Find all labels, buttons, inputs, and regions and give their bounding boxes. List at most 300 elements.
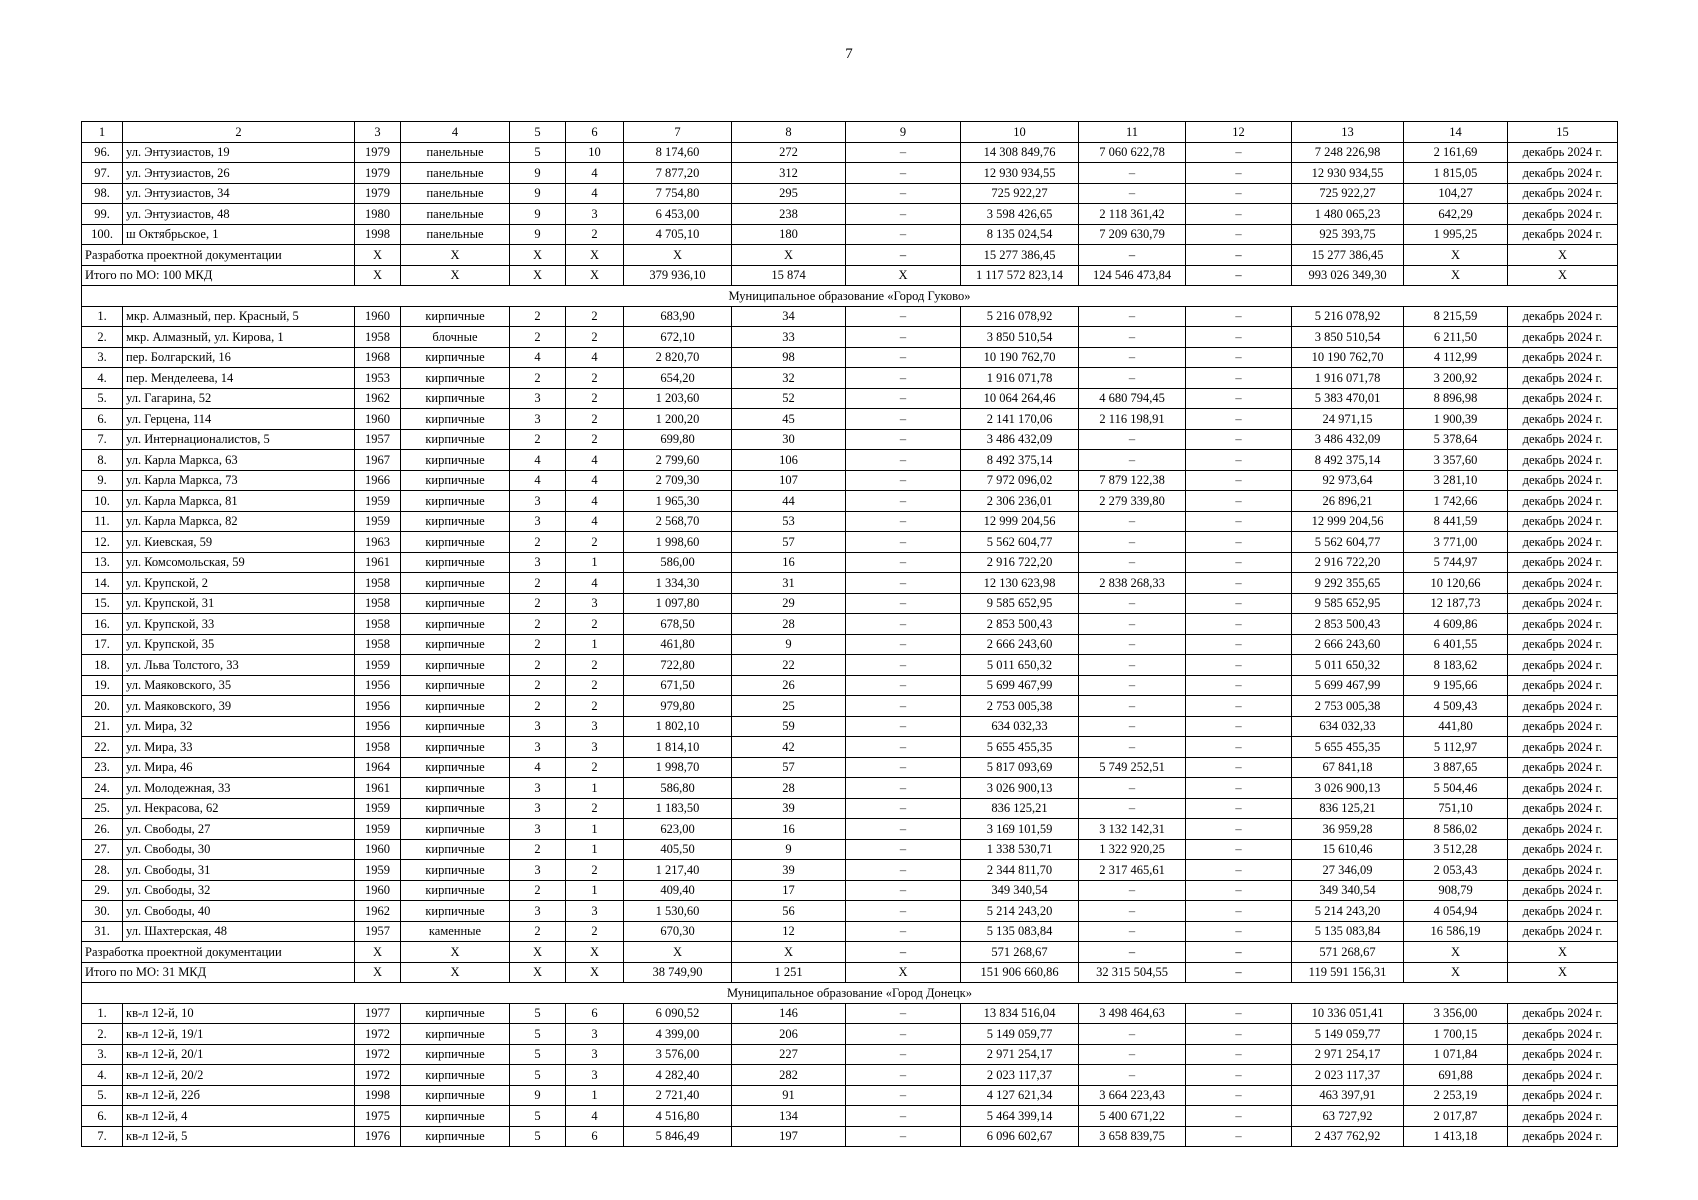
address-cell: ул. Свободы, 27 bbox=[123, 819, 355, 840]
table-cell: 5 699 467,99 bbox=[1292, 675, 1404, 696]
summary-cell: X bbox=[401, 265, 510, 286]
table-cell: 8 183,62 bbox=[1404, 655, 1508, 676]
address-cell: ул. Энтузиастов, 26 bbox=[123, 163, 355, 184]
table-cell: – bbox=[1186, 675, 1292, 696]
table-cell: 8 492 375,14 bbox=[1292, 450, 1404, 471]
table-cell: 14. bbox=[82, 573, 123, 594]
summary-cell: – bbox=[1186, 942, 1292, 963]
summary-cell: X bbox=[355, 265, 401, 286]
table-cell: – bbox=[1186, 614, 1292, 635]
table-cell: декабрь 2024 г. bbox=[1508, 224, 1618, 245]
table-cell: 4 609,86 bbox=[1404, 614, 1508, 635]
table-row bbox=[82, 368, 1618, 389]
table-cell: 1966 bbox=[355, 470, 401, 491]
table-cell: декабрь 2024 г. bbox=[1508, 614, 1618, 635]
table-cell: – bbox=[846, 716, 961, 737]
table-cell: – bbox=[846, 1065, 961, 1086]
column-number-cell: 6 bbox=[566, 122, 624, 143]
table-cell: – bbox=[1079, 368, 1186, 389]
column-number-cell: 3 bbox=[355, 122, 401, 143]
table-cell: 30. bbox=[82, 901, 123, 922]
table-cell: 7 877,20 bbox=[624, 163, 732, 184]
table-cell: кирпичные bbox=[401, 614, 510, 635]
summary-cell: 1 117 572 823,14 bbox=[961, 265, 1079, 286]
table-cell: 3 132 142,31 bbox=[1079, 819, 1186, 840]
table-cell: 2 bbox=[566, 757, 624, 778]
table-cell: 2 017,87 bbox=[1404, 1106, 1508, 1127]
section-row bbox=[82, 286, 1618, 307]
table-cell: 623,00 bbox=[624, 819, 732, 840]
table-cell: 8 586,02 bbox=[1404, 819, 1508, 840]
table-cell: 3 bbox=[510, 511, 566, 532]
summary-cell: X bbox=[1508, 962, 1618, 983]
table-cell: 4 516,80 bbox=[624, 1106, 732, 1127]
table-cell: 23. bbox=[82, 757, 123, 778]
table-cell: – bbox=[1186, 696, 1292, 717]
table-cell: 4 bbox=[566, 183, 624, 204]
table-cell: 272 bbox=[732, 142, 846, 163]
table-cell: кирпичные bbox=[401, 634, 510, 655]
table-cell: 2 bbox=[566, 532, 624, 553]
table-cell: 4 bbox=[566, 511, 624, 532]
address-cell: ул. Шахтерская, 48 bbox=[123, 921, 355, 942]
table-cell: – bbox=[1186, 716, 1292, 737]
table-cell: – bbox=[846, 798, 961, 819]
table-cell: 25 bbox=[732, 696, 846, 717]
table-cell: 8 215,59 bbox=[1404, 306, 1508, 327]
table-cell: кирпичные bbox=[401, 1024, 510, 1045]
table-cell: – bbox=[1186, 388, 1292, 409]
table-row bbox=[82, 470, 1618, 491]
address-cell: ул. Энтузиастов, 34 bbox=[123, 183, 355, 204]
table-cell: 5 846,49 bbox=[624, 1126, 732, 1147]
column-number-cell: 5 bbox=[510, 122, 566, 143]
table-cell: – bbox=[846, 655, 961, 676]
table-cell: 1958 bbox=[355, 737, 401, 758]
table-cell: 1956 bbox=[355, 696, 401, 717]
address-cell: ул. Крупской, 31 bbox=[123, 593, 355, 614]
table-cell: декабрь 2024 г. bbox=[1508, 142, 1618, 163]
table-cell: 6 401,55 bbox=[1404, 634, 1508, 655]
table-cell: 725 922,27 bbox=[961, 183, 1079, 204]
table-cell: – bbox=[1186, 737, 1292, 758]
address-cell: ул. Интернационалистов, 5 bbox=[123, 429, 355, 450]
table-cell: – bbox=[1079, 183, 1186, 204]
table-cell: 2 568,70 bbox=[624, 511, 732, 532]
table-cell: 18. bbox=[82, 655, 123, 676]
table-cell: 96. bbox=[82, 142, 123, 163]
table-cell: 1 200,20 bbox=[624, 409, 732, 430]
table-cell: 5 011 650,32 bbox=[1292, 655, 1404, 676]
summary-cell: X bbox=[1404, 245, 1508, 266]
table-cell: 5 504,46 bbox=[1404, 778, 1508, 799]
table-row bbox=[82, 737, 1618, 758]
summary-cell: X bbox=[355, 962, 401, 983]
table-cell: 9 195,66 bbox=[1404, 675, 1508, 696]
table-cell: – bbox=[1186, 368, 1292, 389]
table-cell: 7 879 122,38 bbox=[1079, 470, 1186, 491]
summary-cell: X bbox=[566, 245, 624, 266]
summary-cell: 15 277 386,45 bbox=[961, 245, 1079, 266]
table-cell: 10. bbox=[82, 491, 123, 512]
table-cell: кирпичные bbox=[401, 347, 510, 368]
table-cell: 29 bbox=[732, 593, 846, 614]
table-row bbox=[82, 450, 1618, 471]
table-cell: 20. bbox=[82, 696, 123, 717]
table-cell: декабрь 2024 г. bbox=[1508, 1044, 1618, 1065]
table-cell: декабрь 2024 г. bbox=[1508, 839, 1618, 860]
table-cell: 5 817 093,69 bbox=[961, 757, 1079, 778]
address-cell: ул. Свободы, 40 bbox=[123, 901, 355, 922]
table-cell: декабрь 2024 г. bbox=[1508, 306, 1618, 327]
table-cell: 2 bbox=[510, 532, 566, 553]
address-cell: ул. Карла Маркса, 63 bbox=[123, 450, 355, 471]
table-cell: 13 834 516,04 bbox=[961, 1003, 1079, 1024]
table-cell: 28 bbox=[732, 614, 846, 635]
address-cell: ул. Крупской, 2 bbox=[123, 573, 355, 594]
table-cell: – bbox=[1079, 1065, 1186, 1086]
table-cell: – bbox=[846, 593, 961, 614]
table-cell: 2. bbox=[82, 327, 123, 348]
table-cell: – bbox=[846, 573, 961, 594]
table-row bbox=[82, 327, 1618, 348]
table-cell: панельные bbox=[401, 204, 510, 225]
table-cell: 24. bbox=[82, 778, 123, 799]
table-cell: – bbox=[846, 327, 961, 348]
table-cell: декабрь 2024 г. bbox=[1508, 1024, 1618, 1045]
table-cell: 1 183,50 bbox=[624, 798, 732, 819]
table-cell: 7 248 226,98 bbox=[1292, 142, 1404, 163]
table-cell: декабрь 2024 г. bbox=[1508, 1085, 1618, 1106]
table-cell: – bbox=[1186, 1024, 1292, 1045]
table-cell: – bbox=[1186, 327, 1292, 348]
table-cell: 3 bbox=[510, 716, 566, 737]
table-cell: – bbox=[1079, 450, 1186, 471]
address-cell: кв-л 12-й, 10 bbox=[123, 1003, 355, 1024]
table-cell: 1 bbox=[566, 880, 624, 901]
table-row bbox=[82, 757, 1618, 778]
table-cell: 53 bbox=[732, 511, 846, 532]
table-cell: 1968 bbox=[355, 347, 401, 368]
table-cell: – bbox=[1079, 511, 1186, 532]
table-cell: декабрь 2024 г. bbox=[1508, 470, 1618, 491]
address-cell: ул. Мира, 32 bbox=[123, 716, 355, 737]
table-cell: 3 850 510,54 bbox=[961, 327, 1079, 348]
table-cell: 1959 bbox=[355, 819, 401, 840]
summary-cell: X bbox=[401, 962, 510, 983]
table-cell: 33 bbox=[732, 327, 846, 348]
column-number-cell: 14 bbox=[1404, 122, 1508, 143]
table-cell: 1958 bbox=[355, 327, 401, 348]
table-cell: 5 216 078,92 bbox=[1292, 306, 1404, 327]
table-row bbox=[82, 798, 1618, 819]
table-cell: 16. bbox=[82, 614, 123, 635]
summary-cell: X bbox=[510, 942, 566, 963]
table-cell: 634 032,33 bbox=[961, 716, 1079, 737]
table-cell: 1958 bbox=[355, 614, 401, 635]
table-cell: 12. bbox=[82, 532, 123, 553]
table-cell: 10 336 051,41 bbox=[1292, 1003, 1404, 1024]
table-cell: – bbox=[846, 409, 961, 430]
table-cell: 6. bbox=[82, 1106, 123, 1127]
table-cell: кирпичные bbox=[401, 409, 510, 430]
summary-cell: – bbox=[1186, 245, 1292, 266]
address-cell: ул. Крупской, 35 bbox=[123, 634, 355, 655]
summary-label: Итого по МО: 100 МКД bbox=[82, 265, 355, 286]
table-cell: 24 971,15 bbox=[1292, 409, 1404, 430]
table-cell: 691,88 bbox=[1404, 1065, 1508, 1086]
table-cell: декабрь 2024 г. bbox=[1508, 573, 1618, 594]
table-cell: кирпичные bbox=[401, 778, 510, 799]
table-cell: 678,50 bbox=[624, 614, 732, 635]
table-cell: – bbox=[846, 511, 961, 532]
table-cell: 1959 bbox=[355, 798, 401, 819]
table-cell: – bbox=[1186, 429, 1292, 450]
table-cell: кирпичные bbox=[401, 532, 510, 553]
table-cell: – bbox=[1186, 163, 1292, 184]
table-cell: 91 bbox=[732, 1085, 846, 1106]
column-number-cell: 11 bbox=[1079, 122, 1186, 143]
table-cell: 5 699 467,99 bbox=[961, 675, 1079, 696]
summary-cell: 993 026 349,30 bbox=[1292, 265, 1404, 286]
table-cell: кирпичные bbox=[401, 1106, 510, 1127]
table-cell: 2 023 117,37 bbox=[961, 1065, 1079, 1086]
summary-cell: 571 268,67 bbox=[1292, 942, 1404, 963]
table-cell: 1958 bbox=[355, 634, 401, 655]
address-cell: кв-л 12-й, 5 bbox=[123, 1126, 355, 1147]
address-cell: ул. Герцена, 114 bbox=[123, 409, 355, 430]
table-cell: 16 bbox=[732, 552, 846, 573]
table-cell: 2 bbox=[566, 921, 624, 942]
table-cell: – bbox=[1186, 634, 1292, 655]
table-cell: 3 bbox=[566, 1065, 624, 1086]
table-cell: 5 562 604,77 bbox=[961, 532, 1079, 553]
summary-cell: X bbox=[846, 265, 961, 286]
table-cell: 2 053,43 bbox=[1404, 860, 1508, 881]
table-cell: декабрь 2024 г. bbox=[1508, 860, 1618, 881]
table-cell: 2 bbox=[510, 593, 566, 614]
table-cell: – bbox=[1186, 880, 1292, 901]
table-row bbox=[82, 1003, 1618, 1024]
table-cell: – bbox=[1186, 901, 1292, 922]
summary-cell: – bbox=[1186, 265, 1292, 286]
address-cell: кв-л 12-й, 20/2 bbox=[123, 1065, 355, 1086]
table-cell: – bbox=[1186, 347, 1292, 368]
summary-cell: 15 874 bbox=[732, 265, 846, 286]
table-cell: 197 bbox=[732, 1126, 846, 1147]
table-cell: 1998 bbox=[355, 1085, 401, 1106]
table-cell: 1980 bbox=[355, 204, 401, 225]
table-cell: 1 802,10 bbox=[624, 716, 732, 737]
table-cell: – bbox=[1186, 1065, 1292, 1086]
table-cell: 979,80 bbox=[624, 696, 732, 717]
table-cell: 642,29 bbox=[1404, 204, 1508, 225]
table-cell: 1957 bbox=[355, 429, 401, 450]
table-cell: каменные bbox=[401, 921, 510, 942]
table-cell: 8 492 375,14 bbox=[961, 450, 1079, 471]
section-title: Муниципальное образование «Город Гуково» bbox=[82, 286, 1618, 307]
table-cell: – bbox=[1079, 163, 1186, 184]
table-cell: 1 814,10 bbox=[624, 737, 732, 758]
address-cell: кв-л 12-й, 4 bbox=[123, 1106, 355, 1127]
table-cell: 100. bbox=[82, 224, 123, 245]
address-cell: пер. Болгарский, 16 bbox=[123, 347, 355, 368]
table-row bbox=[82, 224, 1618, 245]
table-cell: 405,50 bbox=[624, 839, 732, 860]
table-cell: 4 680 794,45 bbox=[1079, 388, 1186, 409]
table-cell: 634 032,33 bbox=[1292, 716, 1404, 737]
table-cell: 3 bbox=[510, 737, 566, 758]
table-cell: декабрь 2024 г. bbox=[1508, 1106, 1618, 1127]
table-cell: – bbox=[846, 388, 961, 409]
table-cell: 6 bbox=[566, 1126, 624, 1147]
table-cell: 7 754,80 bbox=[624, 183, 732, 204]
table-cell: 31 bbox=[732, 573, 846, 594]
table-cell: 5 135 083,84 bbox=[961, 921, 1079, 942]
table-cell: 349 340,54 bbox=[1292, 880, 1404, 901]
table-cell: 11. bbox=[82, 511, 123, 532]
table-row bbox=[82, 655, 1618, 676]
table-cell: 7. bbox=[82, 1126, 123, 1147]
table-row bbox=[82, 819, 1618, 840]
table-cell: 9 bbox=[732, 634, 846, 655]
table-cell: 5. bbox=[82, 1085, 123, 1106]
table-cell: – bbox=[1186, 1003, 1292, 1024]
table-cell: кирпичные bbox=[401, 798, 510, 819]
address-cell: мкр. Алмазный, пер. Красный, 5 bbox=[123, 306, 355, 327]
table-cell: – bbox=[1186, 1085, 1292, 1106]
table-cell: 9 585 652,95 bbox=[961, 593, 1079, 614]
table-cell: – bbox=[1186, 757, 1292, 778]
table-cell: 3 bbox=[566, 901, 624, 922]
table-cell: 1 700,15 bbox=[1404, 1024, 1508, 1045]
address-cell: кв-л 12-й, 19/1 bbox=[123, 1024, 355, 1045]
summary-cell: – bbox=[1079, 942, 1186, 963]
table-cell: – bbox=[1079, 921, 1186, 942]
table-cell: 1957 bbox=[355, 921, 401, 942]
table-cell: 5 149 059,77 bbox=[1292, 1024, 1404, 1045]
table-cell: 4 bbox=[510, 347, 566, 368]
table-row bbox=[82, 1065, 1618, 1086]
table-cell: декабрь 2024 г. bbox=[1508, 696, 1618, 717]
table-cell: – bbox=[846, 839, 961, 860]
table-cell: 1 900,39 bbox=[1404, 409, 1508, 430]
table-cell: 1 916 071,78 bbox=[1292, 368, 1404, 389]
table-cell: 4 bbox=[566, 573, 624, 594]
table-cell: 2 bbox=[566, 409, 624, 430]
table-cell: 2 bbox=[510, 634, 566, 655]
table-cell: 5 749 252,51 bbox=[1079, 757, 1186, 778]
table-cell: 4. bbox=[82, 368, 123, 389]
table-cell: 1958 bbox=[355, 573, 401, 594]
table-cell: 5 011 650,32 bbox=[961, 655, 1079, 676]
table-cell: 2 666 243,60 bbox=[1292, 634, 1404, 655]
table-cell: панельные bbox=[401, 163, 510, 184]
table-cell: 22 bbox=[732, 655, 846, 676]
table-cell: 295 bbox=[732, 183, 846, 204]
table-cell: – bbox=[846, 860, 961, 881]
table-cell: 2 799,60 bbox=[624, 450, 732, 471]
table-cell: кирпичные bbox=[401, 757, 510, 778]
table-cell: 2 bbox=[566, 696, 624, 717]
table-row bbox=[82, 1126, 1618, 1147]
table-cell: 8 896,98 bbox=[1404, 388, 1508, 409]
table-row bbox=[82, 880, 1618, 901]
summary-cell: X bbox=[624, 942, 732, 963]
table-cell: 5 655 455,35 bbox=[961, 737, 1079, 758]
table-cell: 9 bbox=[510, 183, 566, 204]
table-row bbox=[82, 204, 1618, 225]
table-cell: 12 bbox=[732, 921, 846, 942]
summary-cell: X bbox=[401, 245, 510, 266]
table-cell: – bbox=[1079, 327, 1186, 348]
table-cell: 2 161,69 bbox=[1404, 142, 1508, 163]
table-cell: – bbox=[1079, 798, 1186, 819]
table-cell: 7 972 096,02 bbox=[961, 470, 1079, 491]
table-cell: декабрь 2024 г. bbox=[1508, 819, 1618, 840]
table-cell: – bbox=[1186, 778, 1292, 799]
table-cell: панельные bbox=[401, 224, 510, 245]
table-cell: 2 317 465,61 bbox=[1079, 860, 1186, 881]
summary-cell: – bbox=[846, 942, 961, 963]
table-cell: – bbox=[1186, 491, 1292, 512]
table-cell: 98 bbox=[732, 347, 846, 368]
table-cell: 2 753 005,38 bbox=[961, 696, 1079, 717]
table-cell: 238 bbox=[732, 204, 846, 225]
table-cell: 1963 bbox=[355, 532, 401, 553]
table-cell: 2 bbox=[510, 327, 566, 348]
summary-label: Итого по МО: 31 МКД bbox=[82, 962, 355, 983]
table-cell: 8. bbox=[82, 450, 123, 471]
table-cell: 3 486 432,09 bbox=[1292, 429, 1404, 450]
table-cell: 2 bbox=[510, 614, 566, 635]
table-cell: 3 bbox=[510, 798, 566, 819]
table-cell: кирпичные bbox=[401, 1085, 510, 1106]
table-cell: 1960 bbox=[355, 306, 401, 327]
table-cell: 2 279 339,80 bbox=[1079, 491, 1186, 512]
section-row bbox=[82, 983, 1618, 1004]
table-cell: 672,10 bbox=[624, 327, 732, 348]
table-cell: – bbox=[1079, 778, 1186, 799]
table-cell: 683,90 bbox=[624, 306, 732, 327]
table-cell: 12 930 934,55 bbox=[961, 163, 1079, 184]
table-cell: 2 bbox=[566, 388, 624, 409]
table-cell: 1 530,60 bbox=[624, 901, 732, 922]
table-cell: – bbox=[1186, 204, 1292, 225]
table-cell: кирпичные bbox=[401, 716, 510, 737]
table-cell: кирпичные bbox=[401, 1044, 510, 1065]
table-cell: 26. bbox=[82, 819, 123, 840]
table-cell: 1967 bbox=[355, 450, 401, 471]
table-cell: 227 bbox=[732, 1044, 846, 1065]
table-cell: – bbox=[1186, 921, 1292, 942]
table-cell: 3. bbox=[82, 347, 123, 368]
table-cell: – bbox=[846, 778, 961, 799]
table-cell: 28 bbox=[732, 778, 846, 799]
table-cell: 441,80 bbox=[1404, 716, 1508, 737]
table-cell: 3 bbox=[566, 593, 624, 614]
table-cell: – bbox=[846, 450, 961, 471]
table-cell: декабрь 2024 г. bbox=[1508, 655, 1618, 676]
table-cell: – bbox=[1079, 593, 1186, 614]
table-row bbox=[82, 716, 1618, 737]
table-cell: 22. bbox=[82, 737, 123, 758]
table-cell: – bbox=[1186, 593, 1292, 614]
table-cell: 15 610,46 bbox=[1292, 839, 1404, 860]
table-cell: – bbox=[846, 368, 961, 389]
table-cell: кирпичные bbox=[401, 552, 510, 573]
table-cell: 2 253,19 bbox=[1404, 1085, 1508, 1106]
